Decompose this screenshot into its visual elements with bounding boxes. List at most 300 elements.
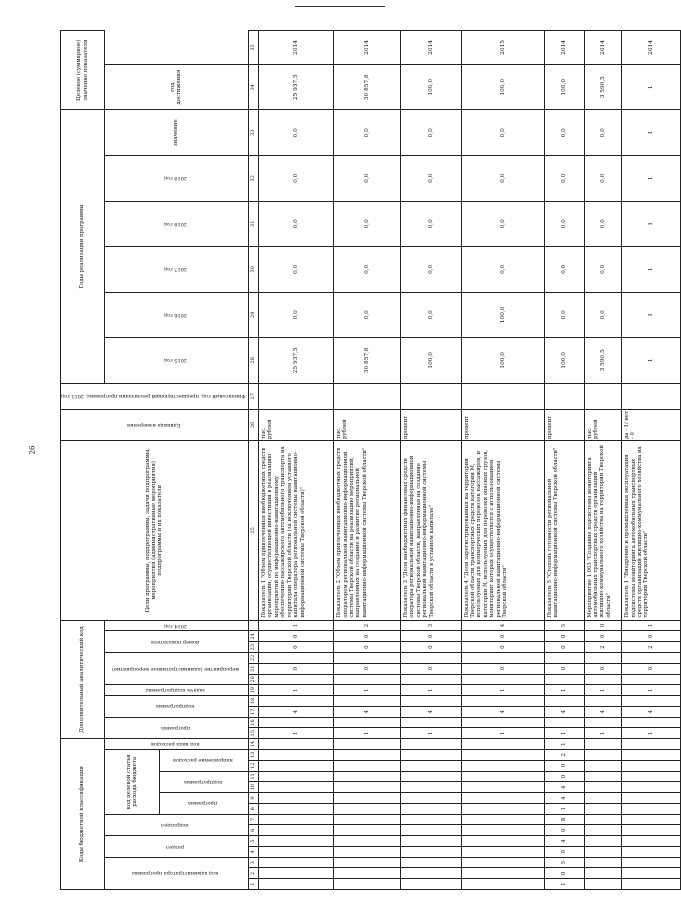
- column-number-row: [248, 31, 258, 890]
- header-budget-codes: Коды бюджетной классификации: [61, 739, 105, 890]
- code-cell: [334, 857, 401, 868]
- final-value: 100,0: [461, 64, 544, 110]
- header-subprogram2: подпрограмма: [105, 696, 249, 718]
- column-number: 8: [248, 803, 258, 814]
- code-cell: [400, 696, 461, 707]
- code-cell: 1: [259, 620, 334, 631]
- final-year: 2014: [400, 31, 461, 65]
- indicator-name: Показатель 2 "Объем привлеченных внебюджетных средств оператором региональной навигационно-информационной системы Тверской области на реализацию мероприятий, направленных на создание и развитие региональной навигационно-информационной системы Тверской области": [334, 441, 401, 621]
- code-cell: [334, 868, 401, 879]
- code-cell: 0: [545, 846, 585, 857]
- column-number: 19: [248, 685, 258, 696]
- final-year: 2015: [461, 31, 544, 65]
- unit-cell: тыс. рублей: [334, 409, 401, 440]
- year-value: 1: [622, 292, 681, 338]
- header-analytic-code: Дополнительный аналитический код: [61, 620, 105, 739]
- code-cell: [334, 760, 401, 771]
- indicator-name: Показатель 1 "Объем привлеченных внебюджетных средств организации, осуществляющей инвестиции в реализацию мероприятий по информационно-навигационному обеспечению пассажирского автомобильного транспорта на территории Тверской области (за исключением уставного капитала оператора региональной системы навигационно-информационной системы Тверской области)": [259, 441, 334, 621]
- header-final-value: Целевое (суммарное) значение показателя: [61, 31, 105, 110]
- code-cell: [622, 879, 681, 890]
- year-value: 0,0: [334, 292, 401, 338]
- code-cell: [400, 653, 461, 664]
- indicator-name: Показатель 3 "Доля внебюджетных финансовых средств оператора региональной навигационно-информационной системы Тверской области, направленная на создание региональной навигационно-информационной системы Тверской области в уставном капитале": [400, 441, 461, 621]
- prev-year-value: [259, 383, 334, 409]
- code-cell: [622, 836, 681, 847]
- code-cell: [461, 674, 544, 685]
- code-cell: 0: [584, 663, 622, 674]
- code-cell: [334, 814, 401, 825]
- code-cell: [622, 868, 681, 879]
- code-cell: 1: [545, 685, 585, 696]
- code-cell: [622, 653, 681, 664]
- code-cell: 4: [461, 620, 544, 631]
- code-cell: 0: [622, 631, 681, 642]
- code-cell: [461, 750, 544, 761]
- table-row: [545, 31, 585, 890]
- table-body: [248, 31, 680, 890]
- code-cell: [334, 696, 401, 707]
- column-number: 5: [248, 836, 258, 847]
- code-cell: 1: [622, 620, 681, 631]
- year-value: 0,0: [259, 247, 334, 293]
- code-cell: [584, 771, 622, 782]
- page-number: 26: [28, 445, 37, 455]
- code-cell: 4: [584, 706, 622, 717]
- unit-cell: да - 1/ нет - 0: [622, 409, 681, 440]
- code-cell: [622, 803, 681, 814]
- code-cell: [259, 771, 334, 782]
- year-value: 30 857,8: [334, 338, 401, 384]
- code-cell: [461, 760, 544, 771]
- final-year: 2014: [259, 31, 334, 65]
- year-value: 0,0: [259, 110, 334, 156]
- year-value: 0,0: [259, 201, 334, 247]
- code-cell: [461, 653, 544, 664]
- code-cell: 0: [400, 642, 461, 653]
- header-subprogram: подпрограмма: [160, 771, 248, 793]
- column-number: 14: [248, 739, 258, 750]
- code-cell: [400, 846, 461, 857]
- code-cell: [259, 825, 334, 836]
- unit-cell: тыс. рублей: [584, 409, 622, 440]
- code-cell: 0: [545, 760, 585, 771]
- column-number: 6: [248, 825, 258, 836]
- final-year: 2014: [622, 31, 681, 65]
- code-cell: [400, 717, 461, 728]
- year-value: 0,0: [461, 247, 544, 293]
- year-value: 0,0: [400, 292, 461, 338]
- header-direction: направление расходов: [160, 750, 248, 772]
- table-row: [259, 31, 334, 890]
- code-cell: 4: [545, 793, 585, 804]
- header-target-article: код целевой статьи расхода бюджета: [105, 750, 160, 815]
- header-y2019: 2019 год: [105, 156, 249, 202]
- indicator-name: Показатель 1 "Внедрение и промышленная эксплуатация подсистемы мониторинга автомобильных транспортных средств организаций жилищно-коммунального хозяйства на территории Тверской области": [622, 441, 681, 621]
- code-cell: 4: [400, 706, 461, 717]
- table-row: [461, 31, 544, 890]
- code-cell: 0: [259, 631, 334, 642]
- year-value: 0,0: [584, 156, 622, 202]
- code-cell: [400, 760, 461, 771]
- code-cell: [584, 653, 622, 664]
- header-y2016: 2016 год: [105, 292, 249, 338]
- code-cell: 1: [545, 728, 585, 739]
- year-value: 0,0: [461, 201, 544, 247]
- table-row: [584, 31, 622, 890]
- year-value: 1: [622, 247, 681, 293]
- code-cell: 2: [622, 642, 681, 653]
- code-cell: 1: [400, 685, 461, 696]
- column-number: 18: [248, 696, 258, 707]
- header-measure: мероприятие (административное мероприятие): [105, 653, 249, 685]
- column-number: 11: [248, 771, 258, 782]
- column-number: 34: [248, 64, 258, 110]
- column-number: 35: [248, 31, 258, 65]
- prev-year-value: [461, 383, 544, 409]
- program-indicators-table: [60, 30, 681, 890]
- code-cell: [334, 879, 401, 890]
- code-cell: [334, 846, 401, 857]
- code-cell: [334, 793, 401, 804]
- code-cell: 0: [400, 663, 461, 674]
- header-section: раздел: [105, 836, 249, 858]
- code-cell: 4: [545, 836, 585, 847]
- code-cell: 4: [545, 782, 585, 793]
- header-y2014: 2014 год: [105, 620, 249, 631]
- top-rule: [295, 6, 385, 7]
- code-cell: 1: [334, 685, 401, 696]
- code-cell: [334, 782, 401, 793]
- code-cell: [334, 739, 401, 750]
- code-cell: [461, 696, 544, 707]
- code-cell: 1: [400, 728, 461, 739]
- code-cell: [259, 782, 334, 793]
- code-cell: [584, 782, 622, 793]
- code-cell: 4: [622, 706, 681, 717]
- code-cell: [584, 750, 622, 761]
- code-cell: [622, 739, 681, 750]
- code-cell: [584, 846, 622, 857]
- code-cell: [584, 696, 622, 707]
- header-y2015: 2015 год: [105, 338, 249, 384]
- code-cell: [259, 846, 334, 857]
- year-value: 0,0: [400, 156, 461, 202]
- code-cell: [584, 836, 622, 847]
- code-cell: [545, 696, 585, 707]
- code-cell: [259, 653, 334, 664]
- code-cell: [622, 760, 681, 771]
- header-name: Цели программы, подпрограммы, задачи подпрограммы, мероприятия (административные мероприятия) подпрограммы и их показатели: [61, 441, 249, 621]
- code-cell: [622, 750, 681, 761]
- code-cell: 0: [461, 631, 544, 642]
- code-cell: 0: [334, 663, 401, 674]
- header-unit: Единица измерения: [61, 409, 249, 440]
- prev-year-value: [334, 383, 401, 409]
- column-number: 20: [248, 674, 258, 685]
- code-cell: 4: [259, 706, 334, 717]
- code-cell: [400, 674, 461, 685]
- header-program2: программа: [105, 717, 249, 739]
- code-cell: [461, 814, 544, 825]
- code-cell: [334, 825, 401, 836]
- code-cell: [461, 771, 544, 782]
- code-cell: [400, 814, 461, 825]
- code-cell: 2: [584, 642, 622, 653]
- code-cell: 4: [461, 706, 544, 717]
- code-cell: 2: [334, 620, 401, 631]
- column-number: 29: [248, 292, 258, 338]
- code-cell: [622, 674, 681, 685]
- column-number: 22: [248, 653, 258, 664]
- code-cell: [400, 836, 461, 847]
- code-cell: [584, 793, 622, 804]
- column-number: 30: [248, 247, 258, 293]
- code-cell: 4: [545, 706, 585, 717]
- code-cell: [461, 836, 544, 847]
- final-year: 2014: [334, 31, 401, 65]
- column-number: 7: [248, 814, 258, 825]
- header-finance-prev-year: Финансовый год, предшествующий реализации программы, 2013 год: [61, 383, 249, 409]
- year-value: 0,0: [584, 292, 622, 338]
- code-cell: 1: [259, 728, 334, 739]
- code-cell: [334, 803, 401, 814]
- year-value: 0,0: [545, 201, 585, 247]
- header-indicator-num: номер показателя: [105, 631, 249, 653]
- code-cell: [622, 717, 681, 728]
- column-number: 1: [248, 879, 258, 890]
- final-value: 3 590,5: [584, 64, 622, 110]
- year-value: 0,0: [545, 247, 585, 293]
- table-row: [400, 31, 461, 890]
- code-cell: 0: [622, 663, 681, 674]
- unit-cell: процент: [400, 409, 461, 440]
- code-cell: 0: [545, 642, 585, 653]
- year-value: 100,0: [461, 292, 544, 338]
- code-cell: [400, 739, 461, 750]
- code-cell: 1: [545, 739, 585, 750]
- final-value: 25 937,5: [259, 64, 334, 110]
- code-cell: [334, 836, 401, 847]
- code-cell: [334, 717, 401, 728]
- code-cell: [622, 696, 681, 707]
- code-cell: [334, 653, 401, 664]
- code-cell: [584, 674, 622, 685]
- code-cell: [400, 825, 461, 836]
- code-cell: 2: [545, 750, 585, 761]
- column-number: 3: [248, 857, 258, 868]
- prev-year-value: [584, 383, 622, 409]
- code-cell: [400, 793, 461, 804]
- header-years: Годы реализации программы: [61, 110, 105, 383]
- code-cell: 1: [545, 803, 585, 814]
- header-y2018: 2018 год: [105, 201, 249, 247]
- code-cell: [400, 879, 461, 890]
- code-cell: [545, 717, 585, 728]
- column-number: 23: [248, 642, 258, 653]
- column-number: [248, 620, 258, 631]
- year-value: 0,0: [584, 247, 622, 293]
- year-value: 100,0: [545, 338, 585, 384]
- code-cell: [334, 674, 401, 685]
- code-cell: [259, 868, 334, 879]
- year-value: 0,0: [259, 292, 334, 338]
- code-cell: 1: [259, 685, 334, 696]
- code-cell: [584, 739, 622, 750]
- code-cell: 1: [622, 728, 681, 739]
- code-cell: 0: [259, 663, 334, 674]
- column-number: 33: [248, 110, 258, 156]
- code-cell: [259, 793, 334, 804]
- code-cell: [400, 750, 461, 761]
- code-cell: 0: [461, 663, 544, 674]
- header-expense-type: код вида расходов: [105, 739, 249, 750]
- code-cell: [334, 750, 401, 761]
- code-cell: [334, 771, 401, 782]
- prev-year-value: [622, 383, 681, 409]
- code-cell: [259, 739, 334, 750]
- code-cell: 0: [259, 642, 334, 653]
- column-number: 2: [248, 868, 258, 879]
- final-year: 2014: [584, 31, 622, 65]
- code-cell: [400, 857, 461, 868]
- code-cell: 0: [334, 631, 401, 642]
- header-task: задача подпрограммы: [105, 685, 249, 696]
- unit-cell: процент: [545, 409, 585, 440]
- code-cell: [622, 793, 681, 804]
- year-value: 1: [622, 156, 681, 202]
- code-cell: [622, 846, 681, 857]
- column-number: 16: [248, 717, 258, 728]
- final-value: 100,0: [400, 64, 461, 110]
- code-cell: 4: [334, 706, 401, 717]
- year-value: 1: [622, 201, 681, 247]
- header-final-val: значение: [105, 110, 249, 156]
- year-value: 0,0: [545, 292, 585, 338]
- prev-year-value: [400, 383, 461, 409]
- year-value: 1: [622, 338, 681, 384]
- code-cell: 1: [461, 728, 544, 739]
- column-number: 13: [248, 750, 258, 761]
- code-cell: 5: [545, 857, 585, 868]
- column-number: 27: [248, 383, 258, 409]
- year-value: 0,0: [584, 110, 622, 156]
- year-value: 0,0: [400, 110, 461, 156]
- final-value: 1: [622, 64, 681, 110]
- year-value: 0,0: [584, 201, 622, 247]
- code-cell: 3: [400, 620, 461, 631]
- code-cell: 0: [545, 771, 585, 782]
- indicator-name: Показатель 4 "Доля зарегистрированных на территории Тверской области транспортных средств категории М, используемых для коммерческих перевозок пассажиров, и категории N, используемых для перевозки опасных грузов, мониторинг которых осуществляется с использованием региональной навигационно-информационной системы Тверской области": [461, 441, 544, 621]
- year-value: 100,0: [461, 338, 544, 384]
- code-cell: [461, 739, 544, 750]
- code-cell: 0: [545, 663, 585, 674]
- code-cell: [461, 825, 544, 836]
- header-final-year: год достижения: [105, 64, 249, 110]
- column-number: 17: [248, 706, 258, 717]
- header-y2017: 2017 год: [105, 247, 249, 293]
- code-cell: [400, 782, 461, 793]
- final-value: 30 857,8: [334, 64, 401, 110]
- code-cell: [461, 857, 544, 868]
- code-cell: [400, 868, 461, 879]
- code-cell: [584, 760, 622, 771]
- header-program: программа: [160, 793, 248, 815]
- code-cell: [259, 696, 334, 707]
- code-cell: [584, 868, 622, 879]
- final-value: 100,0: [545, 64, 585, 110]
- code-cell: [622, 814, 681, 825]
- code-cell: [461, 846, 544, 857]
- column-number: 21: [248, 663, 258, 674]
- prev-year-value: [545, 383, 585, 409]
- code-cell: [461, 717, 544, 728]
- column-number: 15: [248, 728, 258, 739]
- column-number: 32: [248, 156, 258, 202]
- code-cell: 0: [545, 868, 585, 879]
- rotated-table-sheet: [60, 30, 654, 890]
- column-number: 4: [248, 846, 258, 857]
- code-cell: 0: [334, 642, 401, 653]
- column-number: 10: [248, 782, 258, 793]
- year-value: 3 590,5: [584, 338, 622, 384]
- code-cell: [259, 717, 334, 728]
- indicator-name: Показатель 5 "Степень готовности региональной навигационно-информационной системы Тверской области": [545, 441, 585, 621]
- year-value: 1: [622, 110, 681, 156]
- code-cell: [545, 674, 585, 685]
- year-value: 0,0: [400, 247, 461, 293]
- code-cell: [400, 771, 461, 782]
- code-cell: [622, 825, 681, 836]
- column-number: 9: [248, 793, 258, 804]
- code-cell: [259, 750, 334, 761]
- header-admin-code: код администратора программы: [105, 857, 249, 889]
- year-value: 0,0: [545, 156, 585, 202]
- year-value: 0,0: [461, 156, 544, 202]
- code-cell: [584, 803, 622, 814]
- year-value: 100,0: [400, 338, 461, 384]
- year-value: 0,0: [461, 110, 544, 156]
- code-cell: [461, 803, 544, 814]
- code-cell: [584, 857, 622, 868]
- code-cell: [259, 836, 334, 847]
- year-value: 0,0: [259, 156, 334, 202]
- year-value: 0,0: [334, 110, 401, 156]
- year-value: 0,0: [545, 110, 585, 156]
- code-cell: 1: [461, 685, 544, 696]
- code-cell: [584, 879, 622, 890]
- header-subsection: подраздел: [105, 814, 249, 836]
- code-cell: [461, 793, 544, 804]
- code-cell: 0: [584, 620, 622, 631]
- code-cell: 0: [461, 642, 544, 653]
- code-cell: 1: [334, 728, 401, 739]
- year-value: 0,0: [334, 156, 401, 202]
- code-cell: [259, 674, 334, 685]
- code-cell: [622, 782, 681, 793]
- column-number: 26: [248, 409, 258, 440]
- code-cell: 8: [545, 814, 585, 825]
- column-number: 24: [248, 631, 258, 642]
- code-cell: 0: [545, 825, 585, 836]
- unit-cell: тыс. рублей: [259, 409, 334, 440]
- column-number: 25: [248, 441, 258, 621]
- code-cell: 0: [545, 631, 585, 642]
- code-cell: [461, 868, 544, 879]
- year-value: 0,0: [334, 247, 401, 293]
- code-cell: 1: [584, 685, 622, 696]
- code-cell: 0: [584, 631, 622, 642]
- year-value: 0,0: [334, 201, 401, 247]
